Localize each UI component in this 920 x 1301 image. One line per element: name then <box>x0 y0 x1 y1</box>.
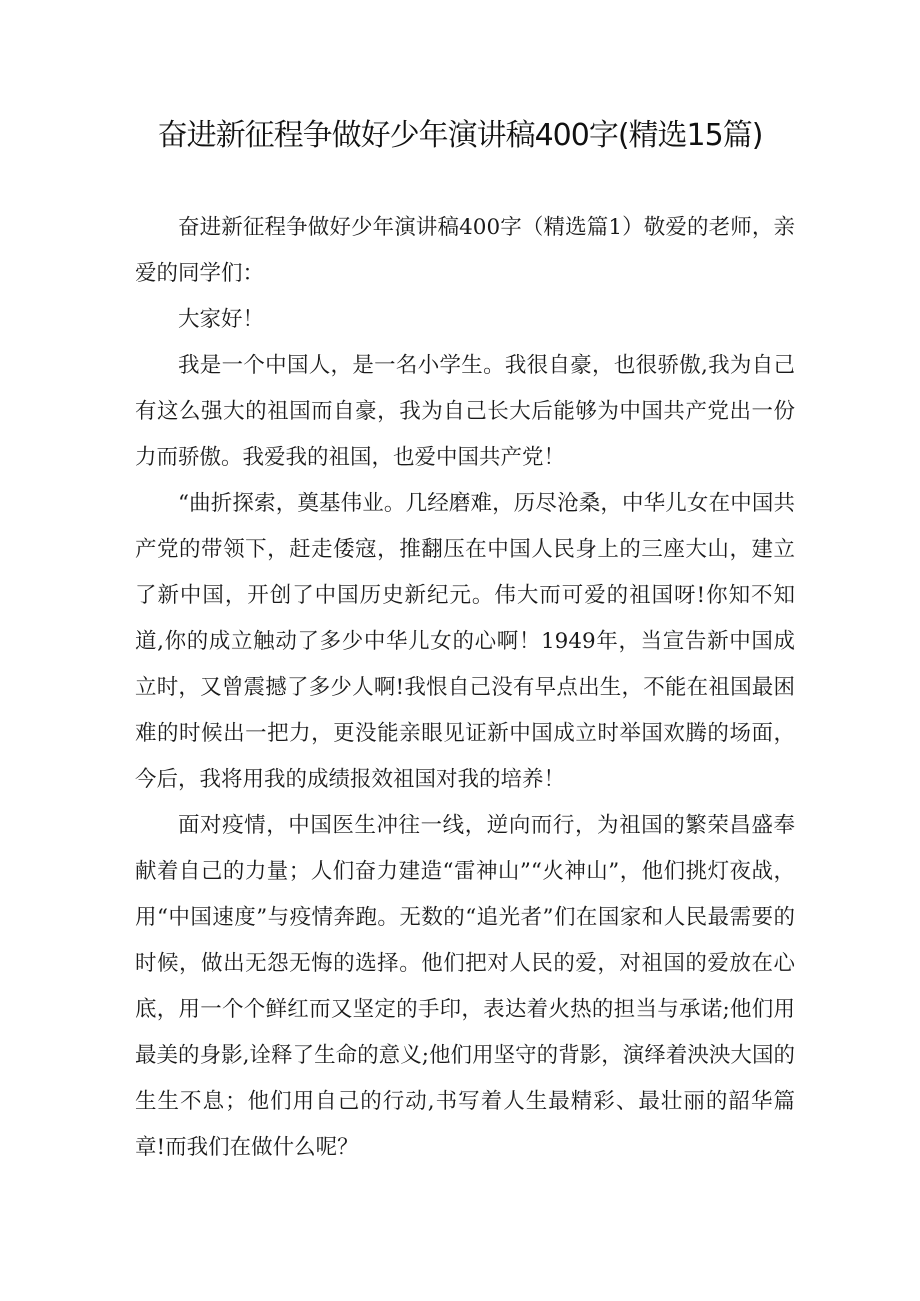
paragraph-hello: 大家好！ <box>178 307 265 332</box>
paragraph-history: “曲折探索，奠基伟业。几经磨难，历尽沧桑，中华儿女在中国共产党的带领下，赶走倭寇，推翻压在中国人民身上的三座大山，建立了新中国，开创了中国历史新纪元。伟大而可爱的祖国呀!你知不知道,你的成立触动了多少中华儿女的心啊！1949年，当宣告新中国成立时，又曾震撼了多少人啊!我恨自己没有早点出生，不能在祖国最困难的时候出一把力，更没能亲眼见证新中国成立时举国欢腾的场面，今后，我将用我的成绩报效祖国对我的培养！ <box>135 491 795 792</box>
paragraph-intro: 我是一个中国人，是一名小学生。我很自豪，也很骄傲,我为自己有这么强大的祖国而自豪，我为自己长大后能够为中国共产党出一份力而骄傲。我爱我的祖国，也爱中国共产党！ <box>135 353 795 470</box>
paragraph-epidemic: 面对疫情，中国医生冲往一线，逆向而行，为祖国的繁荣昌盛奉献着自己的力量；人们奋力建造“雷神山”“火神山”，他们挑灯夜战，用“中国速度”与疫情奔跑。无数的“追光者”们在国家和人民最需要的时候，做出无怨无悔的选择。他们把对人民的爱，对祖国的爱放在心底，用一个个鲜红而又坚定的手印，表达着火热的担当与承诺;他们用最美的身影,诠释了生命的意义;他们用坚守的背影，演绎着泱泱大国的生生不息；他们用自己的行动,书写着人生最精彩、最壮丽的韶华篇章!而我们在做什么呢？ <box>135 813 795 1160</box>
paragraph-greeting: 奋进新征程争做好少年演讲稿400字（精选篇1）敬爱的老师，亲爱的同学们： <box>135 215 795 286</box>
document-title: 奋进新征程争做好少年演讲稿400字(精选15篇) <box>157 118 763 153</box>
document-body <box>135 205 795 1171</box>
